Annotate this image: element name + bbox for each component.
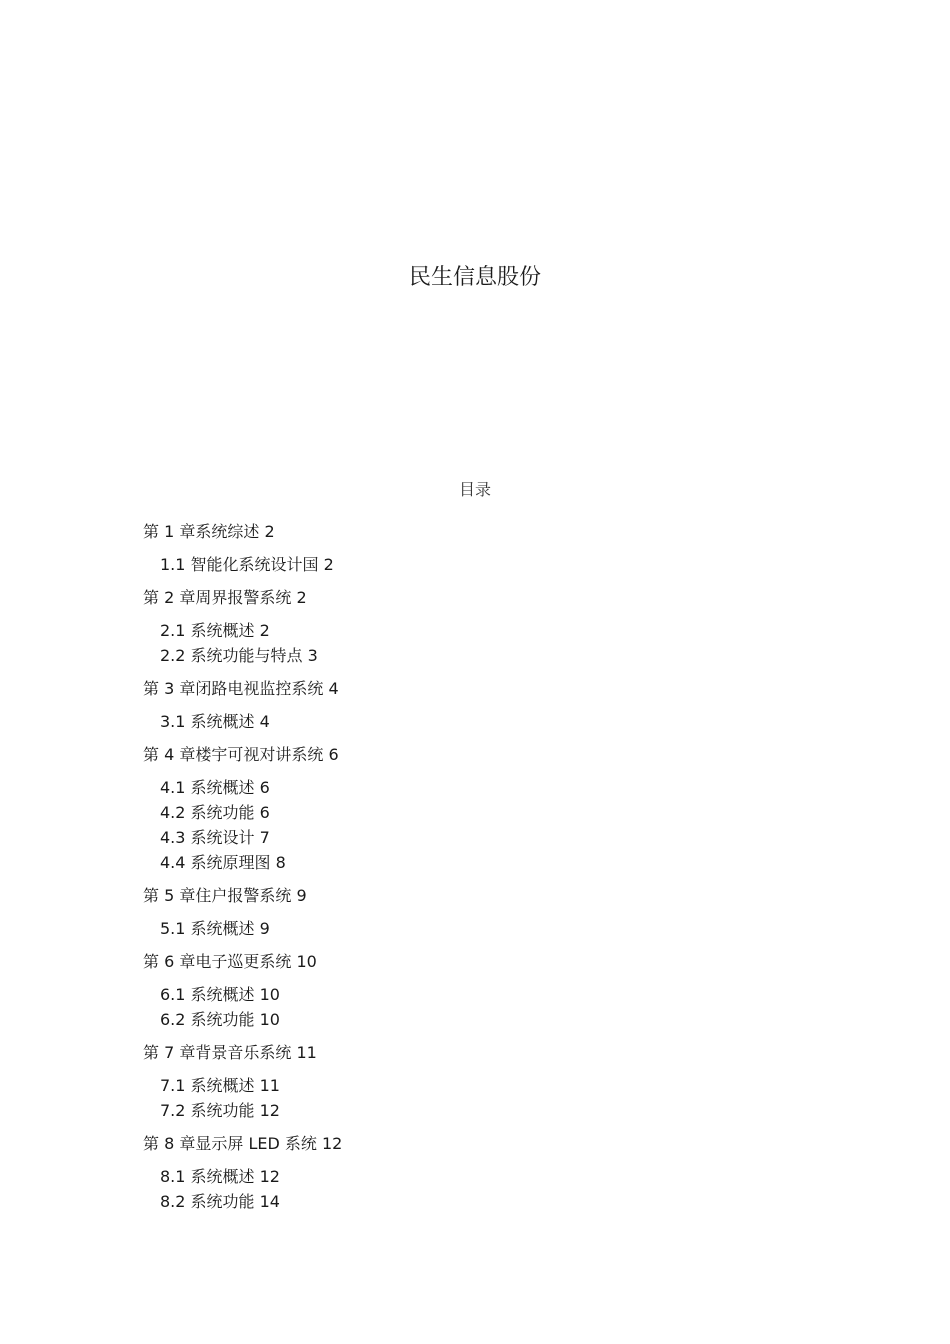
- toc-section-entry[interactable]: 5.1 系统概述 9: [160, 919, 270, 938]
- toc-section-entry[interactable]: 8.1 系统概述 12: [160, 1167, 280, 1186]
- toc-section-entry[interactable]: 4.3 系统设计 7: [160, 828, 270, 847]
- toc-chapter-entry[interactable]: 第 1 章系统综述 2: [143, 522, 275, 541]
- toc-section-entry[interactable]: 7.2 系统功能 12: [160, 1101, 280, 1120]
- toc-section-entry[interactable]: 4.4 系统原理图 8: [160, 853, 286, 872]
- toc-heading: 目录: [458, 480, 491, 499]
- toc-chapter-entry[interactable]: 第 7 章背景音乐系统 11: [143, 1043, 317, 1062]
- table-of-contents: [143, 519, 743, 1214]
- toc-chapter-entry[interactable]: 第 5 章住户报警系统 9: [143, 886, 307, 905]
- toc-section-entry[interactable]: 1.1 智能化系统设计国 2: [160, 555, 334, 574]
- toc-section-entry[interactable]: 3.1 系统概述 4: [160, 712, 270, 731]
- toc-chapter-entry[interactable]: 第 4 章楼宇可视对讲系统 6: [143, 745, 339, 764]
- toc-section-entry[interactable]: 7.1 系统概述 11: [160, 1076, 280, 1095]
- toc-section-entry[interactable]: 2.1 系统概述 2: [160, 621, 270, 640]
- toc-chapter-entry[interactable]: 第 8 章显示屏 LED 系统 12: [143, 1134, 343, 1153]
- toc-section-entry[interactable]: 4.1 系统概述 6: [160, 778, 270, 797]
- toc-section-entry[interactable]: 6.1 系统概述 10: [160, 985, 280, 1004]
- toc-chapter-entry[interactable]: 第 6 章电子巡更系统 10: [143, 952, 317, 971]
- toc-section-entry[interactable]: 8.2 系统功能 14: [160, 1192, 280, 1211]
- toc-section-entry[interactable]: 2.2 系统功能与特点 3: [160, 646, 318, 665]
- toc-section-entry[interactable]: 6.2 系统功能 10: [160, 1010, 280, 1029]
- toc-chapter-entry[interactable]: 第 3 章闭路电视监控系统 4: [143, 679, 339, 698]
- toc-chapter-entry[interactable]: 第 2 章周界报警系统 2: [143, 588, 307, 607]
- toc-section-entry[interactable]: 4.2 系统功能 6: [160, 803, 270, 822]
- document-title: 民生信息股份: [408, 265, 541, 290]
